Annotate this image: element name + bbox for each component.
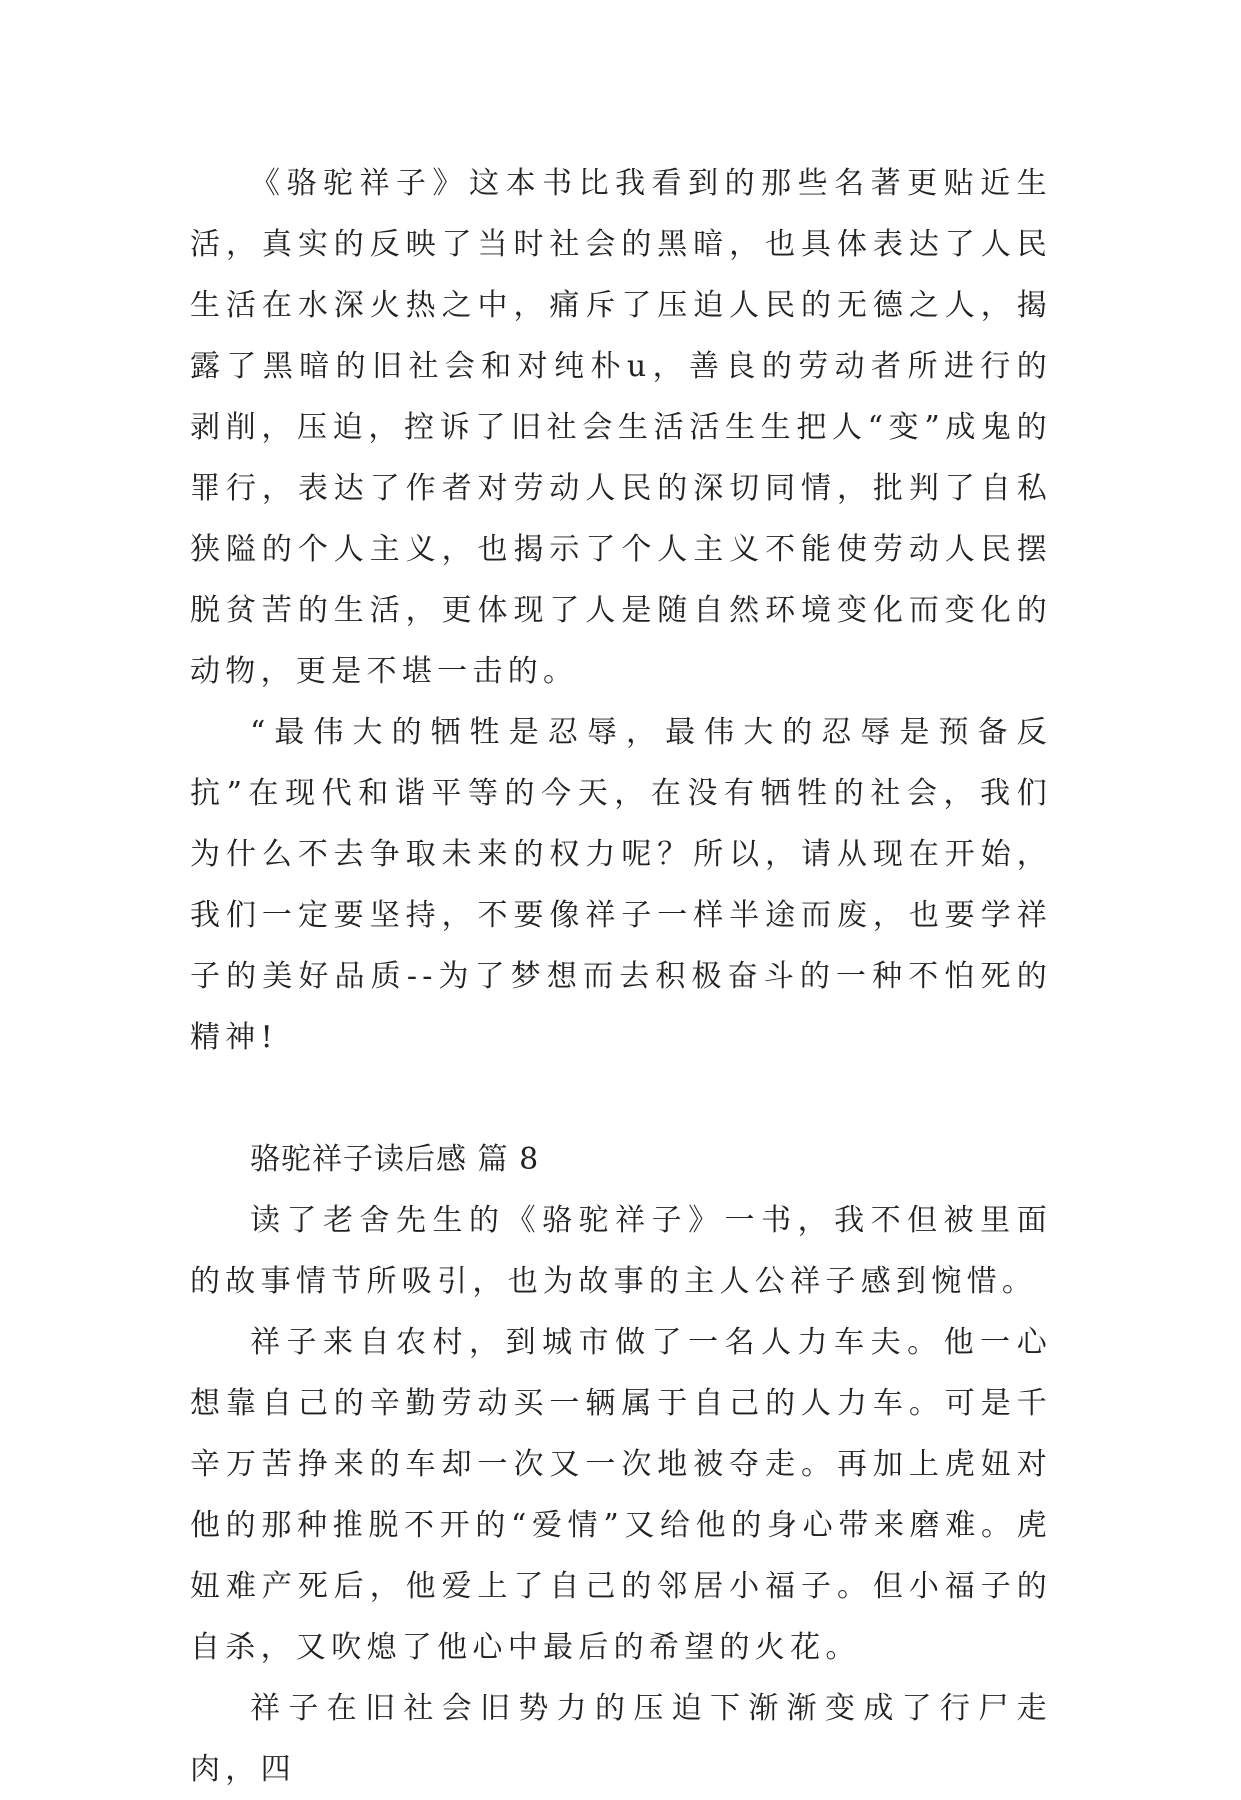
paragraph-2: “最伟大的牺牲是忍辱，最伟大的忍辱是预备反抗”在现代和谐平等的今天，在没有牺牲的社会，我们为什么不去争取未来的权力呢？所以，请从现在开始，我们一定要坚持，不要像祥子一样半途而废，也要学祥子的美好品质--为了梦想而去积极奋斗的一种不怕死的精神! <box>190 715 1052 1055</box>
paragraph-1: 《骆驼祥子》这本书比我看到的那些名著更贴近生活，真实的反映了当时社会的黑暗，也具体表达了人民生活在水深火热之中，痛斥了压迫人民的无德之人，揭露了黑暗的旧社会和对纯朴u，善良的劳动者所进行的剥削，压迫，控诉了旧社会生活活生生把人“变”成鬼的罪行，表达了作者对劳动人民的深切同情，批判了自私狭隘的个人主义，也揭示了个人主义不能使劳动人民摆脱贫苦的生活，更体现了人是随自然环境变化而变化的动物，更是不堪一击的。 <box>190 166 1052 689</box>
section-heading: 骆驼祥子读后感 篇 8 <box>250 1142 540 1177</box>
paragraph-5: 祥子在旧社会旧势力的压迫下渐渐变成了行尸走肉，四 <box>190 1691 1052 1787</box>
paragraph-4: 祥子来自农村，到城市做了一名人力车夫。他一心想靠自己的辛勤劳动买一辆属于自己的人力车。可是千辛万苦挣来的车却一次又一次地被夺走。再加上虎妞对他的那种推脱不开的“爱情”又给他的身心带来磨难。虎妞难产死后，他爱上了自己的邻居小福子。但小福子的自杀，又吹熄了他心中最后的希望的火花。 <box>190 1325 1052 1665</box>
document-body <box>190 153 1052 1800</box>
paragraph-3: 读了老舍先生的《骆驼祥子》一书，我不但被里面的故事情节所吸引，也为故事的主人公祥子感到惋惜。 <box>190 1203 1052 1299</box>
